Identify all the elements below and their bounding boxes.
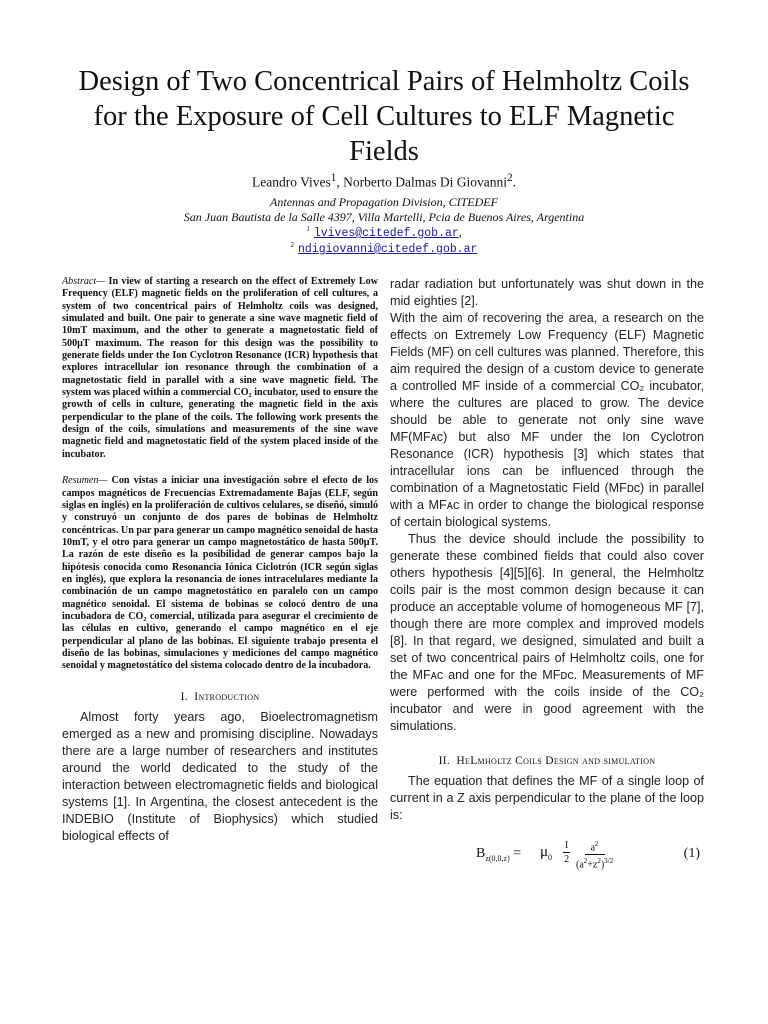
affiliation-address: San Juan Bautista de la Salle 4397, Villa Martelli, Pcia de Buenos Aires, Argentina — [183, 210, 585, 224]
author-separator: , — [336, 174, 344, 190]
author-mark: 2 — [507, 172, 513, 184]
resumen — [62, 475, 378, 673]
left-column — [62, 276, 378, 845]
author-name: Norberto Dalmas Di Giovanni — [343, 174, 507, 190]
email-link[interactable]: lvives@citedef.gob.ar — [313, 226, 459, 240]
author-end: . — [512, 174, 516, 190]
email-line — [0, 241, 768, 256]
equation-fraction-geometry: $\frac{a^2}{(a^2+z^2)^{3/2}}$ — [576, 840, 614, 871]
author-line — [0, 172, 768, 191]
email-mark: 1 — [306, 225, 310, 233]
section-title: Introduction — [194, 690, 260, 703]
section-heading-design — [390, 755, 704, 767]
abstract-text: In view of starting a research on the effect of Extremely Low Frequency (ELF) magnetic fields on the proliferation of cell cultures, a system of two concentrical pairs of Helmholtz coils was designed, simulated and built. One pair to generate a sine wave magnetic field of 10mT maximum, and the other to generate a magnetostatic field of 500μT maximum. The reason for this design was the possibility to generate fields under the Ion Cyclotron Resonance (ICR) hypothesis that explores intracellular ion resonance through the combination of a magnetostatic field in parallel with a sine wave magnetic field. The system was placed within a commercial CO₂ incubator, used to ensure the growth of cells in culture, generating the magnetic field in the axis perpendicular to the plane of the coils. The following work presents the design of the coils, simulations and measurements of the sine wave magnetic field and magnetostatic field of the system placed inside of the incubator. — [62, 276, 378, 460]
intro-paragraph-1: Almost forty years ago, Bioelectromagnetism emerged as a new and promising discipline. Nowadays there are a large number of researchers and institutes around the world dedicated to the study of the interaction between electromagnetic fields and biological systems [1]. In Argentina, the closest antecedent is the INDEBIO (Institute of Biophysics) which studied biological effects of — [62, 709, 378, 843]
section-numeral: I. — [180, 690, 188, 703]
equation-fraction-current: $\frac{I}{2}$ — [564, 840, 570, 865]
section-title: HeLmholtz Coils Design and simulation — [456, 755, 656, 767]
email-end: , — [458, 226, 462, 239]
author-name: Leandro Vives — [251, 174, 331, 190]
section-numeral: II. — [438, 755, 451, 767]
section-heading-introduction — [62, 691, 378, 703]
email-mark: 2 — [290, 241, 295, 249]
email-link[interactable]: ndigiovanni@citedef.gob.ar — [298, 242, 478, 256]
email-line — [0, 225, 768, 240]
intro-paragraph-1-continued: radar radiation but unfortunately was shut down in the mid eighties [2]. — [390, 277, 704, 308]
equation-1 — [390, 836, 704, 876]
right-column — [390, 276, 704, 876]
affiliation-division: Antennas and Propagation Division, CITEDEF — [270, 195, 498, 209]
equation-mu: $\mu_0$ — [540, 844, 553, 862]
equation-number: (1) — [683, 846, 700, 861]
author-mark: 1 — [330, 172, 337, 184]
design-paragraph-1: The equation that defines the MF of a single loop of current in a Z axis perpendicular to the plane of the loop is: — [390, 774, 704, 822]
equation-lhs: $B_{z(0,0,z)}$ = — [476, 846, 522, 863]
abstract-label: Abstract— — [62, 276, 106, 287]
abstract — [62, 276, 378, 461]
paper-title: Design of Two Concentrical Pairs of Helmholtz Coils for the Exposure of Cell Cultures to ELF Magnetic Fields — [78, 66, 690, 167]
resumen-text: Con vistas a iniciar una investigación sobre el efecto de los campos magnéticos de Frecuencias Extremadamente Bajas (ELF, según siglas en inglés) en la proliferación de cultivos celulares, se diseñó, simuló y construyó un conjunto de dos pares de bobinas de Helmholtz concéntricas. Un par para generar un campo magnético senoidal de hasta 10mT, y el otro para generar un campo magnetostático de hasta 500μT. La razón de este diseño es la posibilidad de generar campos bajo la hipótesis conocida como Resonancia Iónica Ciclotrón (ICR según siglas en inglés), que explora la resonancia de iones intracelulares mediante la combinación de un campo magnetostático en paralelo con un campo magnético senoidal. El sistema de bobinas se colocó dentro de una incubadora de CO₂ comercial, utilizada para asegurar el crecimiento de las células en cultivo, generando el campo magnético en el eje perpendicular al plano de las bobinas. El siguiente trabajo presenta el diseño de las bobinas, simulaciones y mediciones del campo magnético senoidal y magnetostático del sistema colocado dentro de la incubadora. — [62, 475, 378, 672]
intro-paragraph-3: Thus the device should include the possibility to generate these combined fields that could also cover others hypothesis [4][5][6]. In general, the Helmholtz coils pair is the most common design because it can produce an acceptable volume of homogeneous MF [7], though there are more complex and improved models [8]. In that regard, we designed, simulated and built a set of two concentrical pairs of Helmholtz coils, one for the MFᴀᴄ and one for the MFᴅᴄ. Measurements of MF were performed with the coils inside of the CO₂ incubator and were in good agreement with the simulations. — [390, 532, 704, 733]
resumen-label: Resumen— — [62, 475, 108, 487]
intro-paragraph-2: With the aim of recovering the area, a research on the effects on Extremely Low Frequency (ELF) Magnetic Fields (MF) on cell cultures was planned. Therefore, this aim required the design of a custom device to generate a controlled MF inside of a commercial CO₂ incubator, where the cultures are placed to grow. The device should be able to generate not only sine wave MF(MFᴀᴄ) but also MF under the Ion Cyclotron Resonance (ICR) hypothesis [3] which states that intracellular ions can be influenced through the combination of a Magnetostatic Field (MFᴅᴄ) in parallel with a MFᴀᴄ in order to change the biological response of certain biological systems. — [390, 311, 704, 529]
